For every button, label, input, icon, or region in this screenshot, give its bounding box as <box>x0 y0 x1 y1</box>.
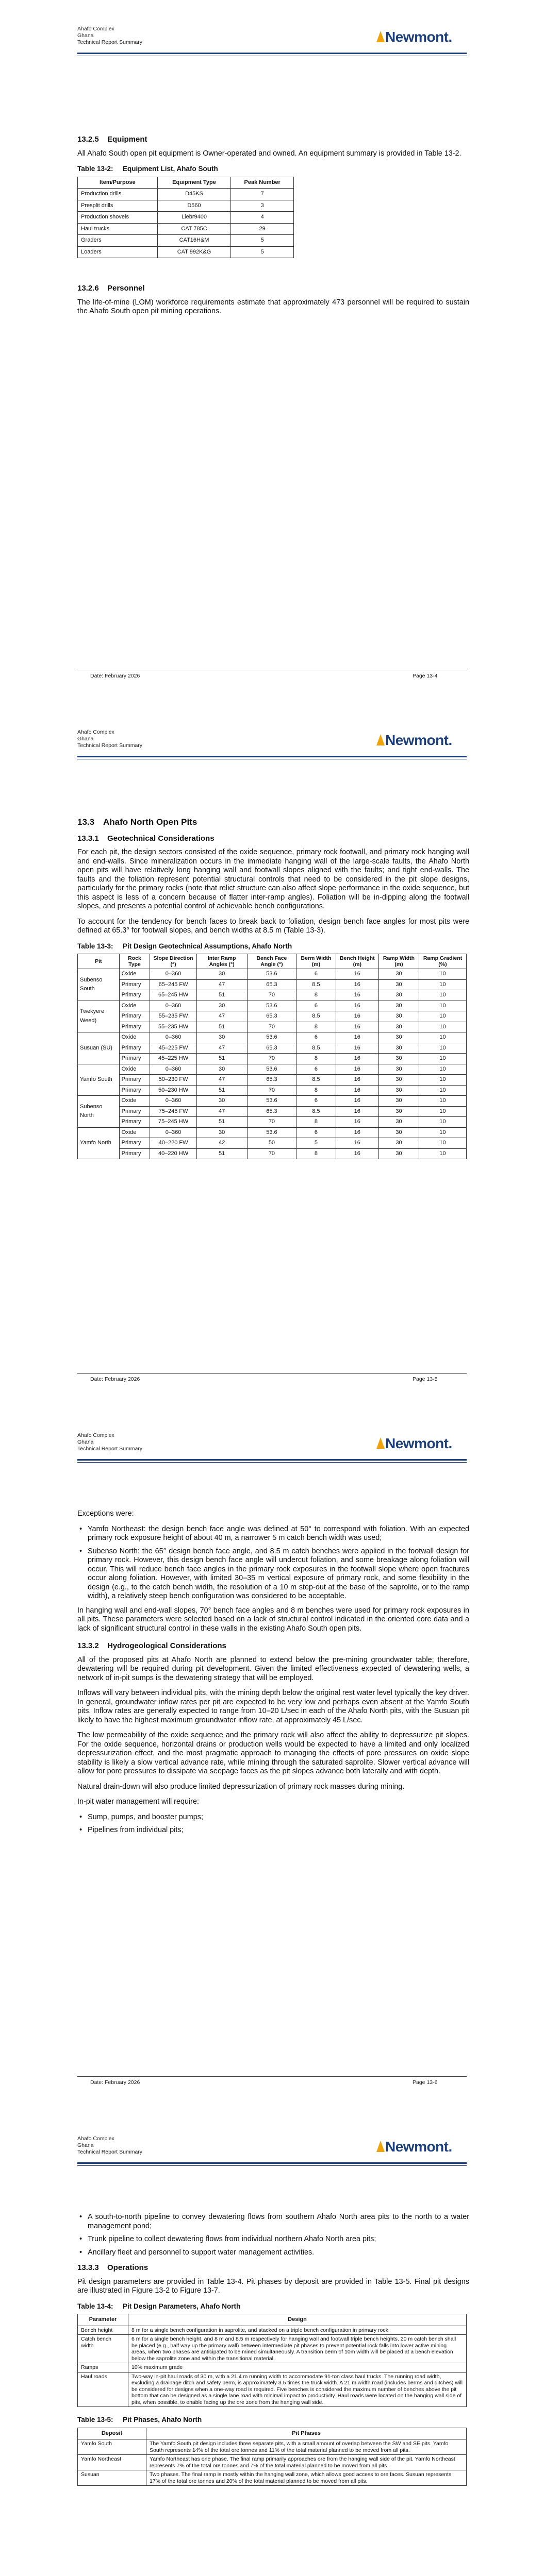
table-cell: 29 <box>231 223 294 235</box>
table-cell: 16 <box>336 1127 379 1138</box>
table-cell: 70 <box>247 990 296 1001</box>
paragraph: All of the proposed pits at Ahafo North are planned to extend below the pre-mining groundwater table; therefore, dewatering will be required during pit development. Given the limited effectiveness expected of dewatering wells, a network of in-pit sumps is the dewatering strategy that will be employed. <box>77 1655 469 1682</box>
page-13-5 <box>0 703 544 1406</box>
header-rule <box>77 756 467 757</box>
table-cell: 0–360 <box>150 1001 196 1011</box>
table-row <box>78 2326 467 2335</box>
table-cell: 6 <box>296 1001 336 1011</box>
table-cell: 50–230 HW <box>150 1085 196 1096</box>
equipment-table <box>77 177 294 259</box>
table-cell: Primary <box>119 1054 150 1064</box>
column-header: Peak Number <box>231 177 294 189</box>
table-cell: 65.3 <box>247 1075 296 1086</box>
table-cell: Primary <box>119 1106 150 1117</box>
section-heading: 13.3.2 Hydrogeological Considerations <box>77 1641 226 1650</box>
table-cell: 47 <box>196 1043 247 1054</box>
table-cell: Production drills <box>78 189 158 200</box>
bullet-list <box>77 1813 469 1835</box>
table-cell: 16 <box>336 1032 379 1043</box>
table-cell: 30 <box>379 1148 419 1159</box>
table-cell: Oxide <box>119 1064 150 1075</box>
table-cell: 40–220 FW <box>150 1138 196 1149</box>
table-cell: 10 <box>419 1096 466 1107</box>
table-cell: 55–235 FW <box>150 1011 196 1022</box>
table-cell: 10 <box>419 1127 466 1138</box>
table-cell: 51 <box>196 1085 247 1096</box>
paragraph: To account for the tendency for bench faces to break back to foliation, design bench face angles for most pits were defined at 65.3° for footwall slopes, and bench widths at 8.5 m (Table 13-3). <box>77 917 469 935</box>
section-heading: 13.2.6 Personnel <box>77 284 145 293</box>
table-cell: Oxide <box>119 1096 150 1107</box>
header-text: Ahafo Complex Ghana Technical Report Summary <box>77 26 143 45</box>
table-cell: 70 <box>247 1148 296 1159</box>
paragraph: For each pit, the design sectors consisted of the oxide sequence, primary rock footwall, and primary rock hanging wall and end-walls. Since mineralization occurs in the immediate hanging wall of the large-scale faults, the Ahafo North open pits will have relatively long hanging wall and footwall slopes aligned with the faults; and tight end-walls. The faults and the foliation represent potential structural controls that need to be considered in the pit slope designs, particularly for the primary rocks (note that relict structure can also affect slope performance in the oxide sequence, but this aspect is less of a concern because of flatter inter-ramp angles). Foliation will be in-dipping along the footwall slopes, and presents a potential control of achievable bench configurations. <box>77 848 469 910</box>
table-row <box>78 1001 467 1011</box>
table-row <box>78 1117 467 1128</box>
table-cell: 10 <box>419 1138 466 1149</box>
table-cell: 10% maximum grade <box>128 2363 467 2372</box>
table-cell: 47 <box>196 979 247 990</box>
table-cell: CAT16H&M <box>157 235 231 247</box>
table-cell: CAT 785C <box>157 223 231 235</box>
table-cell: 10 <box>419 1117 466 1128</box>
pit-name-cell: Subenso North <box>78 1096 120 1128</box>
table-cell: 0–360 <box>150 1096 196 1107</box>
table-cell: D45KS <box>157 189 231 200</box>
table-cell: Haul roads <box>78 2372 128 2407</box>
geotech-table <box>77 954 467 1159</box>
newmont-logo: Newmont. <box>376 732 452 749</box>
table-cell: 65–245 HW <box>150 990 196 1001</box>
table-cell: 3 <box>231 200 294 212</box>
table-cell: 51 <box>196 1022 247 1032</box>
table-cell: Presplit drills <box>78 200 158 212</box>
table-cell: Ramps <box>78 2363 128 2372</box>
table-cell: 8 <box>296 1117 336 1128</box>
table-cell: 30 <box>379 1001 419 1011</box>
pit-phases-table <box>77 2428 467 2486</box>
table-cell: 51 <box>196 1148 247 1159</box>
table-cell: Yamfo South <box>78 2439 146 2455</box>
table-cell: 10 <box>419 1148 466 1159</box>
table-cell: 16 <box>336 1117 379 1128</box>
table-cell: 8.5 <box>296 1011 336 1022</box>
table-cell: Yamfo Northeast has one phase. The final ramp primarily approaches ore from the hanging wall side of the pit. Yamfo Northeast represents 7% of the total ore tonnes and 7% of the total material planned to be moved from all pits. <box>146 2455 467 2470</box>
table-row <box>78 990 467 1001</box>
header-rule <box>77 1462 467 1463</box>
column-header: Ramp Gradient (%) <box>419 954 466 969</box>
table-cell: 16 <box>336 1054 379 1064</box>
table-cell: 5 <box>231 246 294 258</box>
table-row <box>78 189 294 200</box>
table-cell: 10 <box>419 1032 466 1043</box>
page-number: Page 13-5 <box>413 1376 438 1382</box>
table-cell: D560 <box>157 200 231 212</box>
newmont-logo: Newmont. <box>376 29 452 45</box>
header-rule <box>77 2162 467 2164</box>
column-header: Design <box>128 2314 467 2326</box>
table-cell: 30 <box>379 1032 419 1043</box>
column-header: Deposit <box>78 2428 146 2439</box>
logo-mark-icon <box>376 2141 385 2152</box>
table-cell: Susuan <box>78 2470 146 2486</box>
table-cell: 5 <box>231 235 294 247</box>
table-cell: 10 <box>419 1054 466 1064</box>
table-cell: 8.5 <box>296 1075 336 1086</box>
table-cell: 16 <box>336 969 379 980</box>
table-cell: 10 <box>419 1075 466 1086</box>
table-cell: 47 <box>196 1011 247 1022</box>
column-header: Item/Purpose <box>78 177 158 189</box>
table-cell: Production shovels <box>78 212 158 224</box>
table-cell: 47 <box>196 1075 247 1086</box>
table-row <box>78 1032 467 1043</box>
header-rule <box>77 1459 467 1461</box>
table-cell: 30 <box>379 1096 419 1107</box>
table-cell: 10 <box>419 1043 466 1054</box>
footer-date: Date: February 2026 <box>90 1376 140 1382</box>
table-row <box>78 1064 467 1075</box>
table-cell: Primary <box>119 1085 150 1096</box>
pit-name-cell: Twekyere Weed) <box>78 1001 120 1032</box>
table-row <box>78 1138 467 1149</box>
section-heading: 13.2.5 Equipment <box>77 135 147 144</box>
table-cell: 30 <box>379 979 419 990</box>
table-cell: 30 <box>196 1127 247 1138</box>
header-rule <box>77 2165 467 2166</box>
table-cell: 45–225 FW <box>150 1043 196 1054</box>
table-cell: 65.3 <box>247 1106 296 1117</box>
table-row <box>78 1085 467 1096</box>
table-cell: 65–245 FW <box>150 979 196 990</box>
table-cell: 6 <box>296 1032 336 1043</box>
table-cell: 10 <box>419 1022 466 1032</box>
table-row <box>78 200 294 212</box>
header-text: Ahafo Complex Ghana Technical Report Summary <box>77 2136 143 2155</box>
table-row <box>78 223 294 235</box>
table-row <box>78 235 294 247</box>
table-cell: 6 m for a single bench height, and 8 m and 8.5 m respectively for hanging wall and footwall triple bench heights. 20 m catch bench shall be placed (e.g., half way up the primary wall) between intermediate pit phases to prevent potential rock falls into lower active mining areas, when two phases are anticipated to be mined simultaneously. A transition berm of 10m width will be placed at a bench elevation below the saprolite zone and within the transitional material. <box>128 2335 467 2363</box>
list-item: • A south-to-north pipeline to convey dewatering flows from southern Ahafo North area pits to the north to a water management pond; <box>77 2213 469 2231</box>
paragraph: Pit design parameters are provided in Table 13-4. Pit phases by deposit are provided in Table 13-5. Final pit designs are illustrated in Figure 13-2 to Figure 13-7. <box>77 2277 469 2295</box>
table-cell: 53.6 <box>247 1001 296 1011</box>
page-number: Page 13-4 <box>413 673 438 679</box>
table-cell: 16 <box>336 1096 379 1107</box>
table-cell: 8 <box>296 1085 336 1096</box>
logo-mark-icon <box>376 734 385 745</box>
table-cell: The Yamfo South pit design includes three separate pits, with a small amount of overlap between the SW and SE pits. Yamfo South represents 14% of the total ore tonnes and 11% of the total material planned to be moved from all pits. <box>146 2439 467 2455</box>
table-cell: 30 <box>379 1011 419 1022</box>
table-cell: 50–230 FW <box>150 1075 196 1086</box>
table-cell: 8.5 <box>296 979 336 990</box>
table-caption: Table 13-4: Pit Design Parameters, Ahafo North <box>77 2302 241 2310</box>
table-cell: 7 <box>231 189 294 200</box>
section-heading: 13.3.3 Operations <box>77 2263 149 2272</box>
table-cell: 6 <box>296 1064 336 1075</box>
table-cell: 16 <box>336 979 379 990</box>
table-cell: 50 <box>247 1138 296 1149</box>
paragraph: Inflows will vary between individual pits, with the mining depth below the original rest water level typically the key driver. In general, groundwater inflow rates per pit are expected to be very low and perhaps even absent at the Yamfo South pits. Inflow rates are generally expected to range from 10–20 L/sec in each of the Ahafo North pits, with the Susuan pit likely to have the highest maximum groundwater inflow rate, at approximately 45 L/sec. <box>77 1689 469 1724</box>
column-header: Berm Width (m) <box>296 954 336 969</box>
table-row <box>78 1022 467 1032</box>
table-cell: Primary <box>119 1148 150 1159</box>
table-cell: Oxide <box>119 1127 150 1138</box>
table-cell: Oxide <box>119 1001 150 1011</box>
table-cell: 70 <box>247 1054 296 1064</box>
table-cell: Primary <box>119 990 150 1001</box>
table-cell: Haul trucks <box>78 223 158 235</box>
table-cell: 30 <box>196 1096 247 1107</box>
table-cell: 0–360 <box>150 969 196 980</box>
column-header: Pit Phases <box>146 2428 467 2439</box>
table-cell: 10 <box>419 1001 466 1011</box>
paragraph: Exceptions were: <box>77 1510 134 1518</box>
table-cell: 16 <box>336 1011 379 1022</box>
table-caption: Table 13-2: Equipment List, Ahafo South <box>77 165 218 173</box>
table-cell: 75–245 FW <box>150 1106 196 1117</box>
table-row <box>78 2335 467 2363</box>
table-row <box>78 2470 467 2486</box>
list-item: • Yamfo Northeast: the design bench face angle was defined at 50° to correspond with foliation. With an expected primary rock exposure height of about 40 m, a narrower 5 m catch bench width was used; <box>77 1525 469 1543</box>
footer-date: Date: February 2026 <box>90 673 140 679</box>
table-cell: 30 <box>379 1064 419 1075</box>
pit-name-cell: Yamfo South <box>78 1064 120 1096</box>
table-cell: 16 <box>336 1075 379 1086</box>
list-item: • Subenso North: the 65° design bench face angle, and 8.5 m catch benches were applied in the footwall design for primary rock. However, this design bench face angle will undercut foliation, and some breakage along foliation will occur. This will reduce bench face angles in the primary rock exposures in the footwall slope where open fractures occur along foliation. However, with limited 30–35 m vertical exposure of primary rock, and some flexibility in the design (e.g., to the catch bench width, the resolution of a 10 m step-out at the base of the saprolite, or to the ramp width), a relatively steep bench configuration was considered to be acceptable. <box>77 1547 469 1601</box>
table-cell: 30 <box>379 1117 419 1128</box>
list-item: • Pipelines from individual pits; <box>77 1826 469 1835</box>
table-cell: 51 <box>196 1117 247 1128</box>
table-cell: 30 <box>379 1138 419 1149</box>
table-cell: 6 <box>296 1127 336 1138</box>
table-row <box>78 2363 467 2372</box>
table-row <box>78 1096 467 1107</box>
table-cell: 30 <box>379 1127 419 1138</box>
table-cell: 30 <box>196 1032 247 1043</box>
page-number: Page 13-6 <box>413 2079 438 2086</box>
table-row <box>78 1011 467 1022</box>
column-header: Bench Height (m) <box>336 954 379 969</box>
paragraph: Natural drain-down will also produce limited depressurization of primary rock masses during mining. <box>77 1782 405 1791</box>
table-cell: 55–235 HW <box>150 1022 196 1032</box>
list-item: • Trunk pipeline to collect dewatering flows from individual northern Ahafo North area pits; <box>77 2235 469 2244</box>
table-cell: 10 <box>419 990 466 1001</box>
table-row <box>78 1106 467 1117</box>
table-cell: 65.3 <box>247 1011 296 1022</box>
table-cell: Primary <box>119 1117 150 1128</box>
table-cell: 16 <box>336 1138 379 1149</box>
table-cell: 30 <box>379 969 419 980</box>
footer-rule <box>77 1373 467 1374</box>
list-item: • Ancillary fleet and personnel to support water management activities. <box>77 2248 469 2258</box>
table-cell: 53.6 <box>247 1032 296 1043</box>
paragraph: In hanging wall and end-wall slopes, 70° bench face angles and 8 m benches were used for primary rock exposures in all pits. These parameters were selected based on a lack of structural control indicated in the oriented core data and a lack of significant structural control in these walls in the existing Ahafo South open pits. <box>77 1606 469 1633</box>
table-cell: 16 <box>336 1148 379 1159</box>
table-cell: 5 <box>296 1138 336 1149</box>
table-cell: 6 <box>296 1096 336 1107</box>
list-item: • Sump, pumps, and booster pumps; <box>77 1813 469 1822</box>
page-13-4 <box>0 0 544 703</box>
table-cell: 30 <box>379 1043 419 1054</box>
bullet-list <box>77 1525 469 1601</box>
pit-design-parameters-table <box>77 2314 467 2407</box>
logo-mark-icon <box>376 31 385 42</box>
footer-date: Date: February 2026 <box>90 2079 140 2086</box>
table-cell: 65.3 <box>247 979 296 990</box>
table-cell: 8 <box>296 1148 336 1159</box>
table-row <box>78 2372 467 2407</box>
table-cell: 8 <box>296 1054 336 1064</box>
table-cell: 70 <box>247 1117 296 1128</box>
table-cell: 53.6 <box>247 1096 296 1107</box>
header-text: Ahafo Complex Ghana Technical Report Summary <box>77 1432 143 1452</box>
table-cell: 4 <box>231 212 294 224</box>
table-cell: Graders <box>78 235 158 247</box>
table-cell: 53.6 <box>247 1064 296 1075</box>
table-cell: 53.6 <box>247 969 296 980</box>
table-cell: 8 <box>296 1022 336 1032</box>
table-cell: 8.5 <box>296 1043 336 1054</box>
newmont-logo: Newmont. <box>376 1435 452 1452</box>
footer-rule <box>77 2076 467 2077</box>
table-cell: 10 <box>419 979 466 990</box>
table-cell: Primary <box>119 1011 150 1022</box>
column-header: Ramp Width (m) <box>379 954 419 969</box>
table-cell: 16 <box>336 1085 379 1096</box>
column-header: Slope Direction (°) <box>150 954 196 969</box>
column-header: Rock Type <box>119 954 150 969</box>
column-header: Pit <box>78 954 120 969</box>
table-cell: Oxide <box>119 1032 150 1043</box>
table-cell: 8.5 <box>296 1106 336 1117</box>
page-13-6 <box>0 1406 544 2110</box>
table-row <box>78 246 294 258</box>
table-cell: 40–220 HW <box>150 1148 196 1159</box>
table-cell: 70 <box>247 1022 296 1032</box>
paragraph: The life-of-mine (LOM) workforce requirements estimate that approximately 473 personnel will be required to sustain the Ahafo South open pit mining operations. <box>77 298 469 315</box>
table-row <box>78 2439 467 2455</box>
table-cell: 30 <box>379 1022 419 1032</box>
table-cell: 10 <box>419 1085 466 1096</box>
table-cell: 30 <box>196 1064 247 1075</box>
table-cell: 16 <box>336 1043 379 1054</box>
table-cell: Two-way in-pit haul roads of 30 m, with a 21.4 m running width to accommodate 91-ton class haul trucks. The running road width, excluding a drainage ditch and safety berm, is approximately 3.5 times the truck width. A 21 m width road (includes berms and ditches) will be considered for designs when a one-way road is required. Five benches is considered the maximum number of benches above the pit bottom that can be designed as a single lane road with minimal impact to productivity. Haul roads were located on the hanging wall side of pits, when possible, to enable facing up the ore zone from the hanging wall side. <box>128 2372 467 2407</box>
pit-name-cell: Susuan (SU) <box>78 1032 120 1064</box>
table-cell: Liebr9400 <box>157 212 231 224</box>
pit-name-cell: Subenso South <box>78 969 120 1001</box>
table-cell: 30 <box>379 1054 419 1064</box>
table-cell: 10 <box>419 969 466 980</box>
table-cell: Two phases. The final ramp is mostly within the hanging wall zone, which allows good access to ore faces. Susuan represents 17% of the total ore tonnes and 20% of the total material planned to be moved from all pits. <box>146 2470 467 2486</box>
table-row <box>78 1054 467 1064</box>
section-heading: 13.3 Ahafo North Open Pits <box>77 817 197 827</box>
paragraph: In-pit water management will require: <box>77 1798 199 1806</box>
table-cell: 16 <box>336 1022 379 1032</box>
table-cell: 10 <box>419 1011 466 1022</box>
table-cell: 30 <box>196 969 247 980</box>
bullet-list <box>77 2213 469 2257</box>
table-row <box>78 1043 467 1054</box>
table-cell: Primary <box>119 1075 150 1086</box>
table-caption: Table 13-5: Pit Phases, Ahafo North <box>77 2416 202 2424</box>
table-cell: Primary <box>119 1043 150 1054</box>
table-cell: 16 <box>336 1106 379 1117</box>
table-cell: 16 <box>336 1064 379 1075</box>
table-cell: Yamfo Northeast <box>78 2455 146 2470</box>
table-cell: CAT 992K&G <box>157 246 231 258</box>
table-cell: 70 <box>247 1085 296 1096</box>
table-cell: 53.6 <box>247 1127 296 1138</box>
paragraph: The low permeability of the oxide sequence and the primary rock will also affect the ability to depressurize pit slopes. For the oxide sequence, horizontal drains or production wells would be expected to have a limited and only localized depressurization effect, and the most pragmatic approach to managing the effects of pore pressures on oxide slope stability is likely a slow vertical advance rate, while mining through the saturated saprolite. Slower vertical advance will allow for pore pressures to dissipate via seepage faces as the pit slopes advance both laterally and with depth. <box>77 1731 469 1775</box>
table-cell: 10 <box>419 1106 466 1117</box>
table-caption: Table 13-3: Pit Design Geotechnical Assumptions, Ahafo North <box>77 942 292 950</box>
header-rule <box>77 53 467 54</box>
table-cell: 51 <box>196 990 247 1001</box>
header-text: Ahafo Complex Ghana Technical Report Summary <box>77 729 143 749</box>
table-cell: 10 <box>419 1064 466 1075</box>
table-cell: 51 <box>196 1054 247 1064</box>
table-cell: 30 <box>196 1001 247 1011</box>
table-row <box>78 2455 467 2470</box>
table-cell: 30 <box>379 1106 419 1117</box>
table-cell: Loaders <box>78 246 158 258</box>
column-header: Bench Face Angle (°) <box>247 954 296 969</box>
logo-mark-icon <box>376 1437 385 1449</box>
page-13-7 <box>0 2110 544 2576</box>
table-cell: 30 <box>379 990 419 1001</box>
table-cell: 8 <box>296 990 336 1001</box>
table-cell: Primary <box>119 1138 150 1149</box>
table-cell: 0–360 <box>150 1127 196 1138</box>
table-cell: 30 <box>379 1085 419 1096</box>
table-cell: 65.3 <box>247 1043 296 1054</box>
table-cell: 0–360 <box>150 1032 196 1043</box>
table-cell: Oxide <box>119 969 150 980</box>
table-cell: Catch bench width <box>78 2335 128 2363</box>
newmont-logo: Newmont. <box>376 2139 452 2155</box>
table-cell: 42 <box>196 1138 247 1149</box>
section-heading: 13.3.1 Geotechnical Considerations <box>77 834 215 843</box>
table-cell: 75–245 HW <box>150 1117 196 1128</box>
table-row <box>78 1148 467 1159</box>
table-cell: 8 m for a single bench configuration in saprolite, and stacked on a triple bench configuration in primary rock <box>128 2326 467 2335</box>
table-row <box>78 1127 467 1138</box>
table-cell: 0–360 <box>150 1064 196 1075</box>
pit-name-cell: Yamfo North <box>78 1127 120 1159</box>
table-row <box>78 969 467 980</box>
table-cell: Primary <box>119 979 150 990</box>
paragraph: All Ahafo South open pit equipment is Owner-operated and owned. An equipment summary is provided in Table 13-2. <box>77 149 461 158</box>
table-row <box>78 979 467 990</box>
column-header: Inter Ramp Angles (°) <box>196 954 247 969</box>
table-row <box>78 212 294 224</box>
table-cell: 47 <box>196 1106 247 1117</box>
column-header: Equipment Type <box>157 177 231 189</box>
table-cell: Primary <box>119 1022 150 1032</box>
table-cell: 6 <box>296 969 336 980</box>
table-cell: 45–225 HW <box>150 1054 196 1064</box>
table-row <box>78 1075 467 1086</box>
table-cell: 30 <box>379 1075 419 1086</box>
table-cell: 16 <box>336 990 379 1001</box>
column-header: Parameter <box>78 2314 128 2326</box>
table-cell: 16 <box>336 1001 379 1011</box>
table-cell: Bench height <box>78 2326 128 2335</box>
